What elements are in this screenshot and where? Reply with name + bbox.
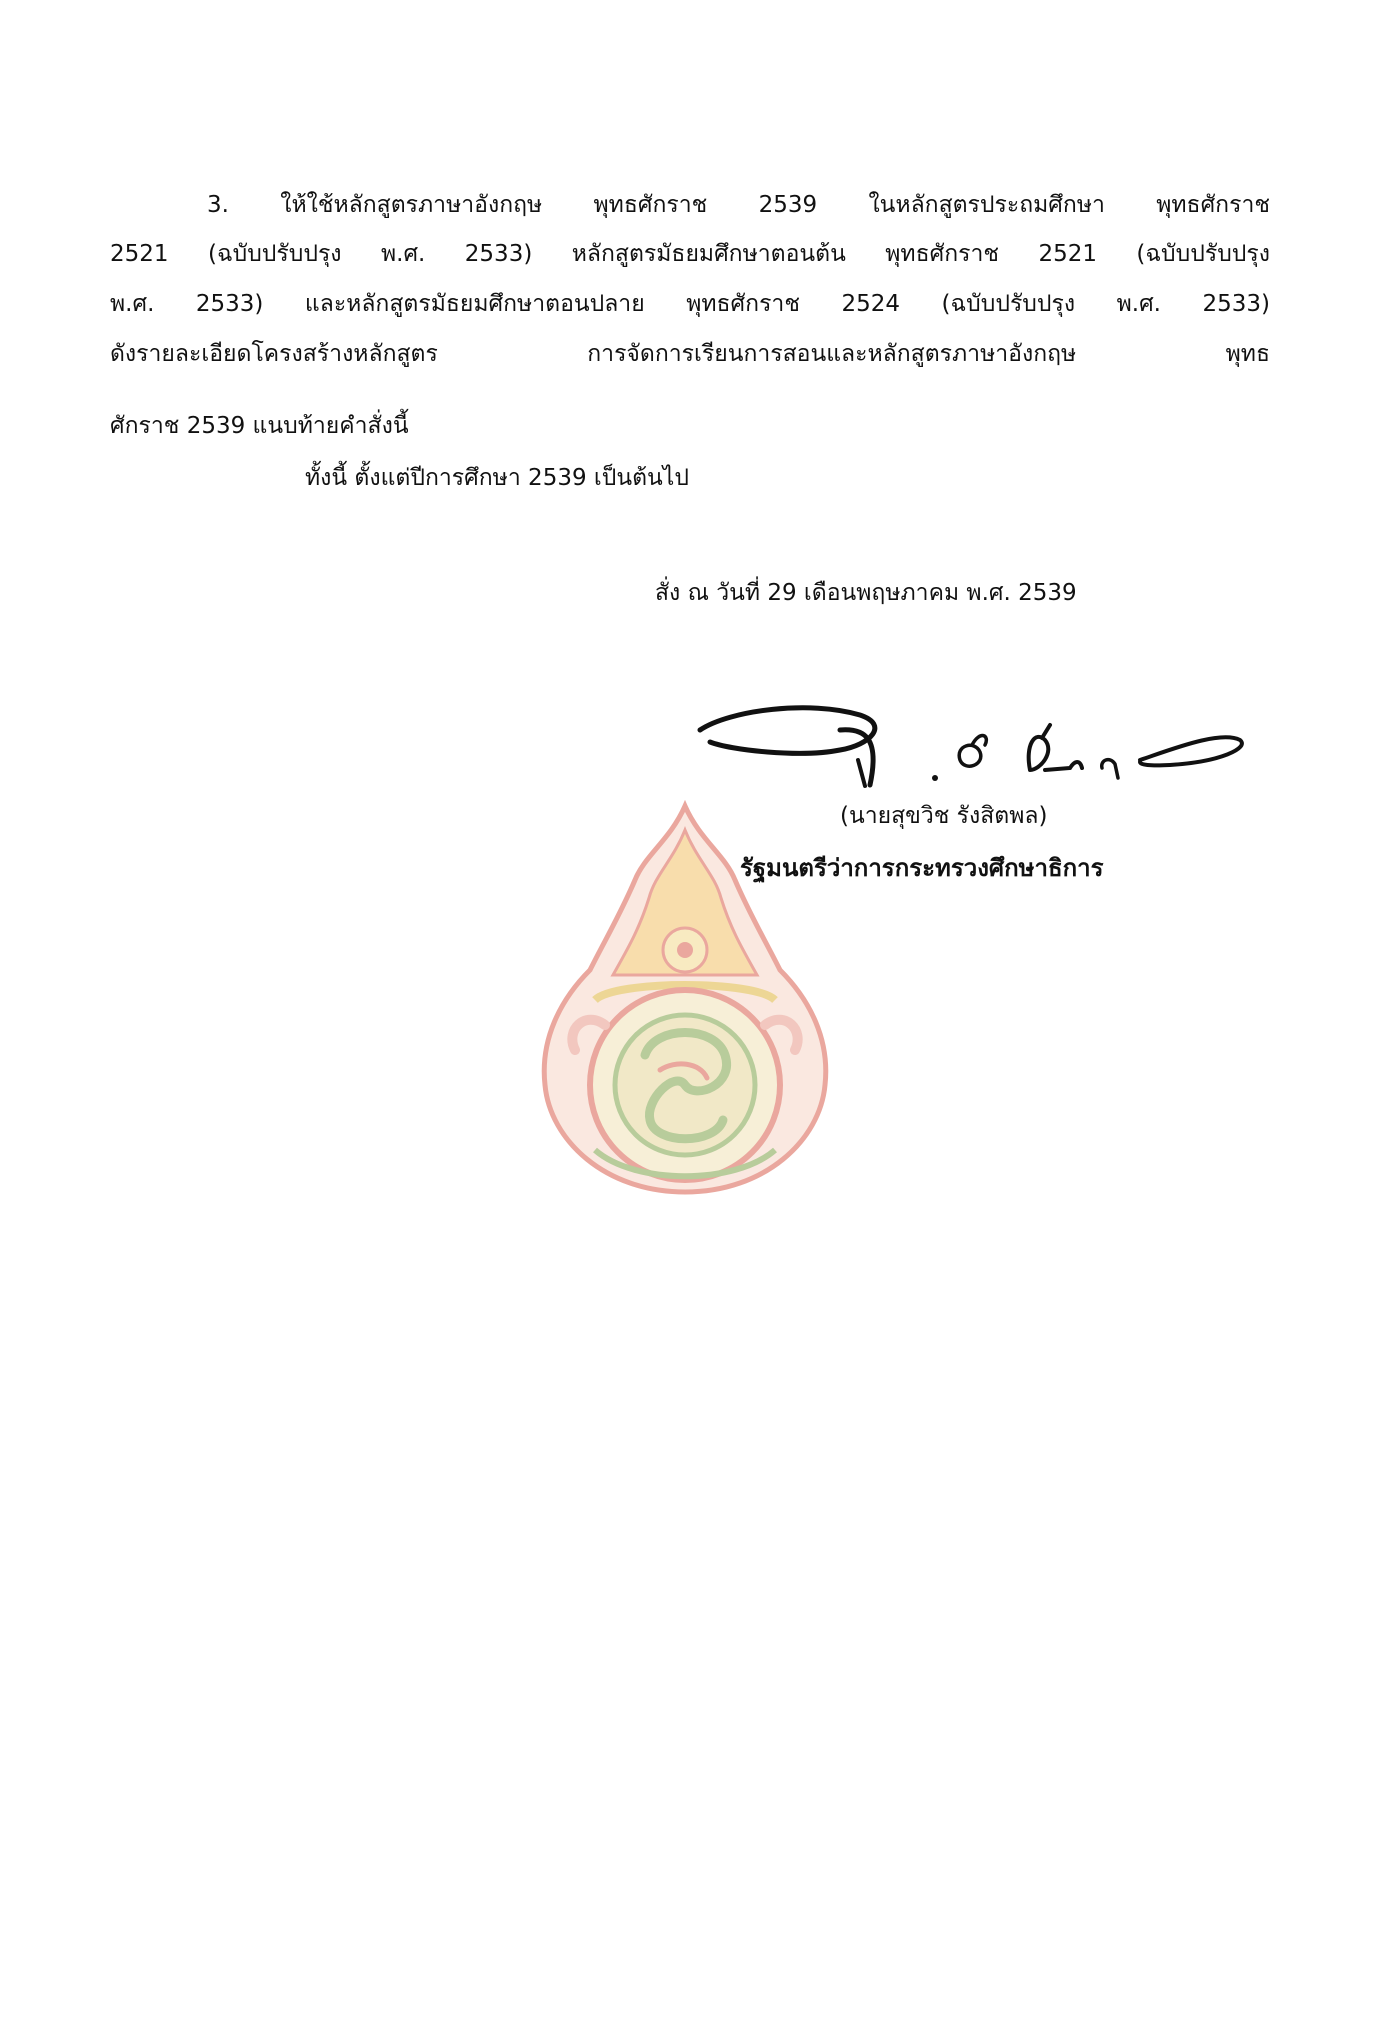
handwritten-signature: [690, 690, 1250, 800]
signer-name: (นายสุขวิช รังสิตพล): [840, 803, 1048, 829]
effective-note: ทั้งนี้ ตั้งแต่ปีการศึกษา 2539 เป็นต้นไป: [305, 465, 689, 491]
dated-line: สั่ง ณ วันที่ 29 เดือนพฤษภาคม พ.ศ. 2539: [655, 580, 1077, 606]
signer-title: รัฐมนตรีว่าการกระทรวงศึกษาธิการ: [740, 854, 1104, 882]
paragraph-line-1: 3. ให้ใช้หลักสูตรภาษาอังกฤษ พุทธศักราช 2539 ในหลักสูตรประถมศึกษา พุทธศักราช: [207, 192, 1270, 218]
paragraph-line-5: ศักราช 2539 แนบท้ายคำสั่งนี้: [110, 413, 409, 439]
paragraph-line-4: ดังรายละเอียดโครงสร้างหลักสูตร การจัดการเรียนการสอนและหลักสูตรภาษาอังกฤษ พุทธ: [110, 341, 1270, 367]
paragraph-line-3: พ.ศ. 2533) และหลักสูตรมัธยมศึกษาตอนปลาย พุทธศักราช 2524 (ฉบับปรับปรุง พ.ศ. 2533): [110, 291, 1270, 317]
ministry-seal-watermark-icon: [535, 800, 835, 1200]
paragraph-line-2: 2521 (ฉบับปรับปรุง พ.ศ. 2533) หลักสูตรมัธยมศึกษาตอนต้น พุทธศักราช 2521 (ฉบับปรับปรุง: [110, 241, 1270, 267]
